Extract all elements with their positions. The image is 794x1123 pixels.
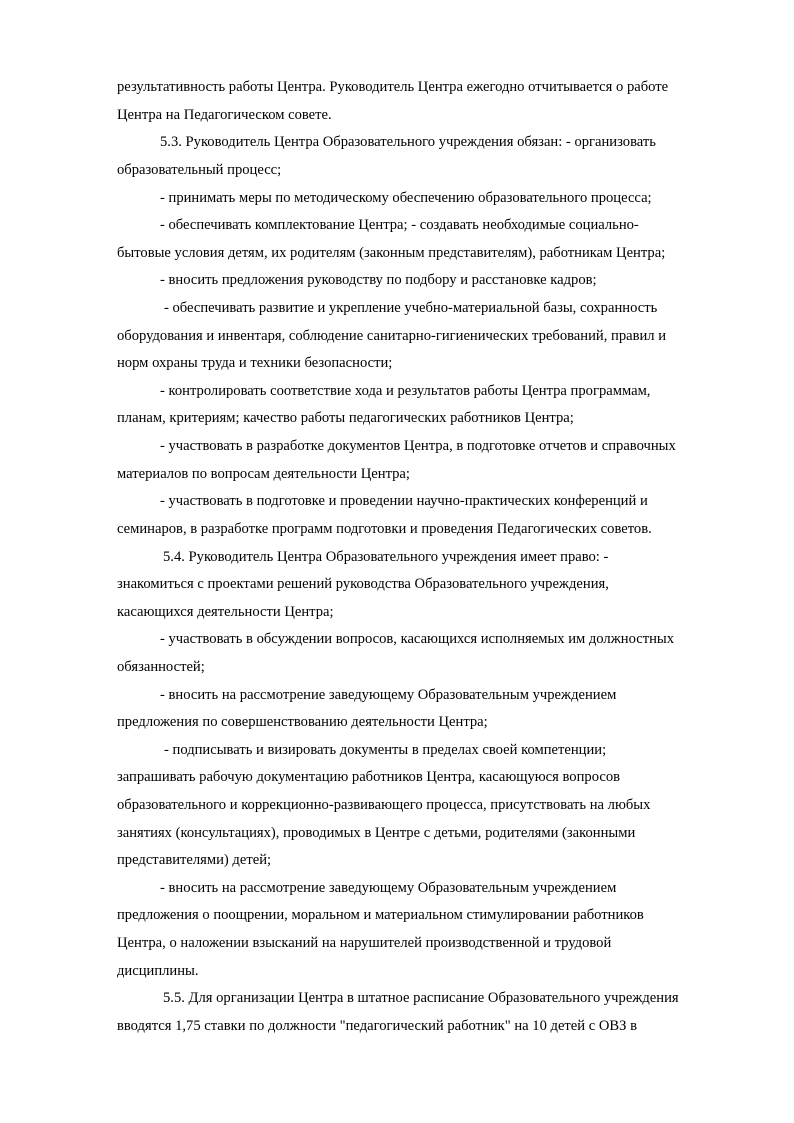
- text-line-16: - участвовать в подготовке и проведении научно-практических конференций и: [160, 493, 648, 509]
- text-line-22: обязанностей;: [117, 659, 205, 675]
- text-line-33: дисциплины.: [117, 963, 199, 979]
- text-line-17: семинаров, в разработке программ подготовки и проведения Педагогических советов.: [117, 521, 652, 537]
- text-line-27: образовательного и коррекционно-развивающего процесса, присутствовать на любых: [117, 797, 651, 813]
- text-line-14: - участвовать в разработке документов Центра, в подготовке отчетов и справочных: [160, 438, 676, 454]
- text-line-5: - принимать меры по методическому обеспечению образовательного процесса;: [160, 190, 652, 206]
- text-line-32: Центра, о наложении взысканий на нарушителей производственной и трудовой: [117, 935, 612, 951]
- text-line-23: - вносить на рассмотрение заведующему Образовательным учреждением: [160, 687, 617, 703]
- text-line-31: предложения о поощрении, моральном и материальном стимулировании работников: [117, 907, 644, 923]
- text-line-6: - обеспечивать комплектование Центра; - создавать необходимые социально-: [160, 217, 639, 233]
- text-line-35: вводятся 1,75 ставки по должности "педагогический работник" на 10 детей с ОВЗ в: [117, 1018, 637, 1034]
- text-line-11: норм охраны труда и техники безопасности;: [117, 355, 393, 371]
- text-line-28: занятиях (консультациях), проводимых в Центре с детьми, родителями (законными: [117, 825, 636, 841]
- text-line-20: касающихся деятельности Центра;: [117, 604, 334, 620]
- text-line-8: - вносить предложения руководству по подбору и расстановке кадров;: [160, 272, 597, 288]
- text-line-25: - подписывать и визировать документы в пределах своей компетенции;: [164, 742, 607, 758]
- text-line-21: - участвовать в обсуждении вопросов, касающихся исполняемых им должностных: [160, 631, 675, 647]
- text-line-26: запрашивать рабочую документацию работников Центра, касающуюся вопросов: [117, 769, 621, 785]
- text-line-10: оборудования и инвентаря, соблюдение санитарно-гигиенических требований, правил и: [117, 328, 667, 344]
- text-line-2: Центра на Педагогическом совете.: [117, 107, 332, 123]
- text-line-19: знакомиться с проектами решений руководства Образовательного учреждения,: [117, 576, 609, 592]
- section-5-3-heading: 5.3. Руководитель Центра Образовательного учреждения обязан: - организовать: [160, 134, 656, 150]
- text-line-9: - обеспечивать развитие и укрепление учебно-материальной базы, сохранность: [164, 300, 658, 316]
- text-line-1: результативность работы Центра. Руководитель Центра ежегодно отчитывается о работе: [117, 79, 669, 95]
- text-line-24: предложения по совершенствованию деятельности Центра;: [117, 714, 488, 730]
- text-line-4: образовательный процесс;: [117, 162, 282, 178]
- text-line-12: - контролировать соответствие хода и результатов работы Центра программам,: [160, 383, 651, 399]
- text-line-15: материалов по вопросам деятельности Центра;: [117, 466, 410, 482]
- section-5-5-heading: 5.5. Для организации Центра в штатное расписание Образовательного учреждения: [163, 990, 679, 1006]
- section-5-4-heading: 5.4. Руководитель Центра Образовательного учреждения имеет право: -: [163, 549, 609, 565]
- text-line-29: представителями) детей;: [117, 852, 272, 868]
- text-line-7: бытовые условия детям, их родителям (законным представителям), работникам Центра;: [117, 245, 666, 261]
- text-line-13: планам, критериям; качество работы педагогических работников Центра;: [117, 410, 574, 426]
- text-line-30: - вносить на рассмотрение заведующему Образовательным учреждением: [160, 880, 617, 896]
